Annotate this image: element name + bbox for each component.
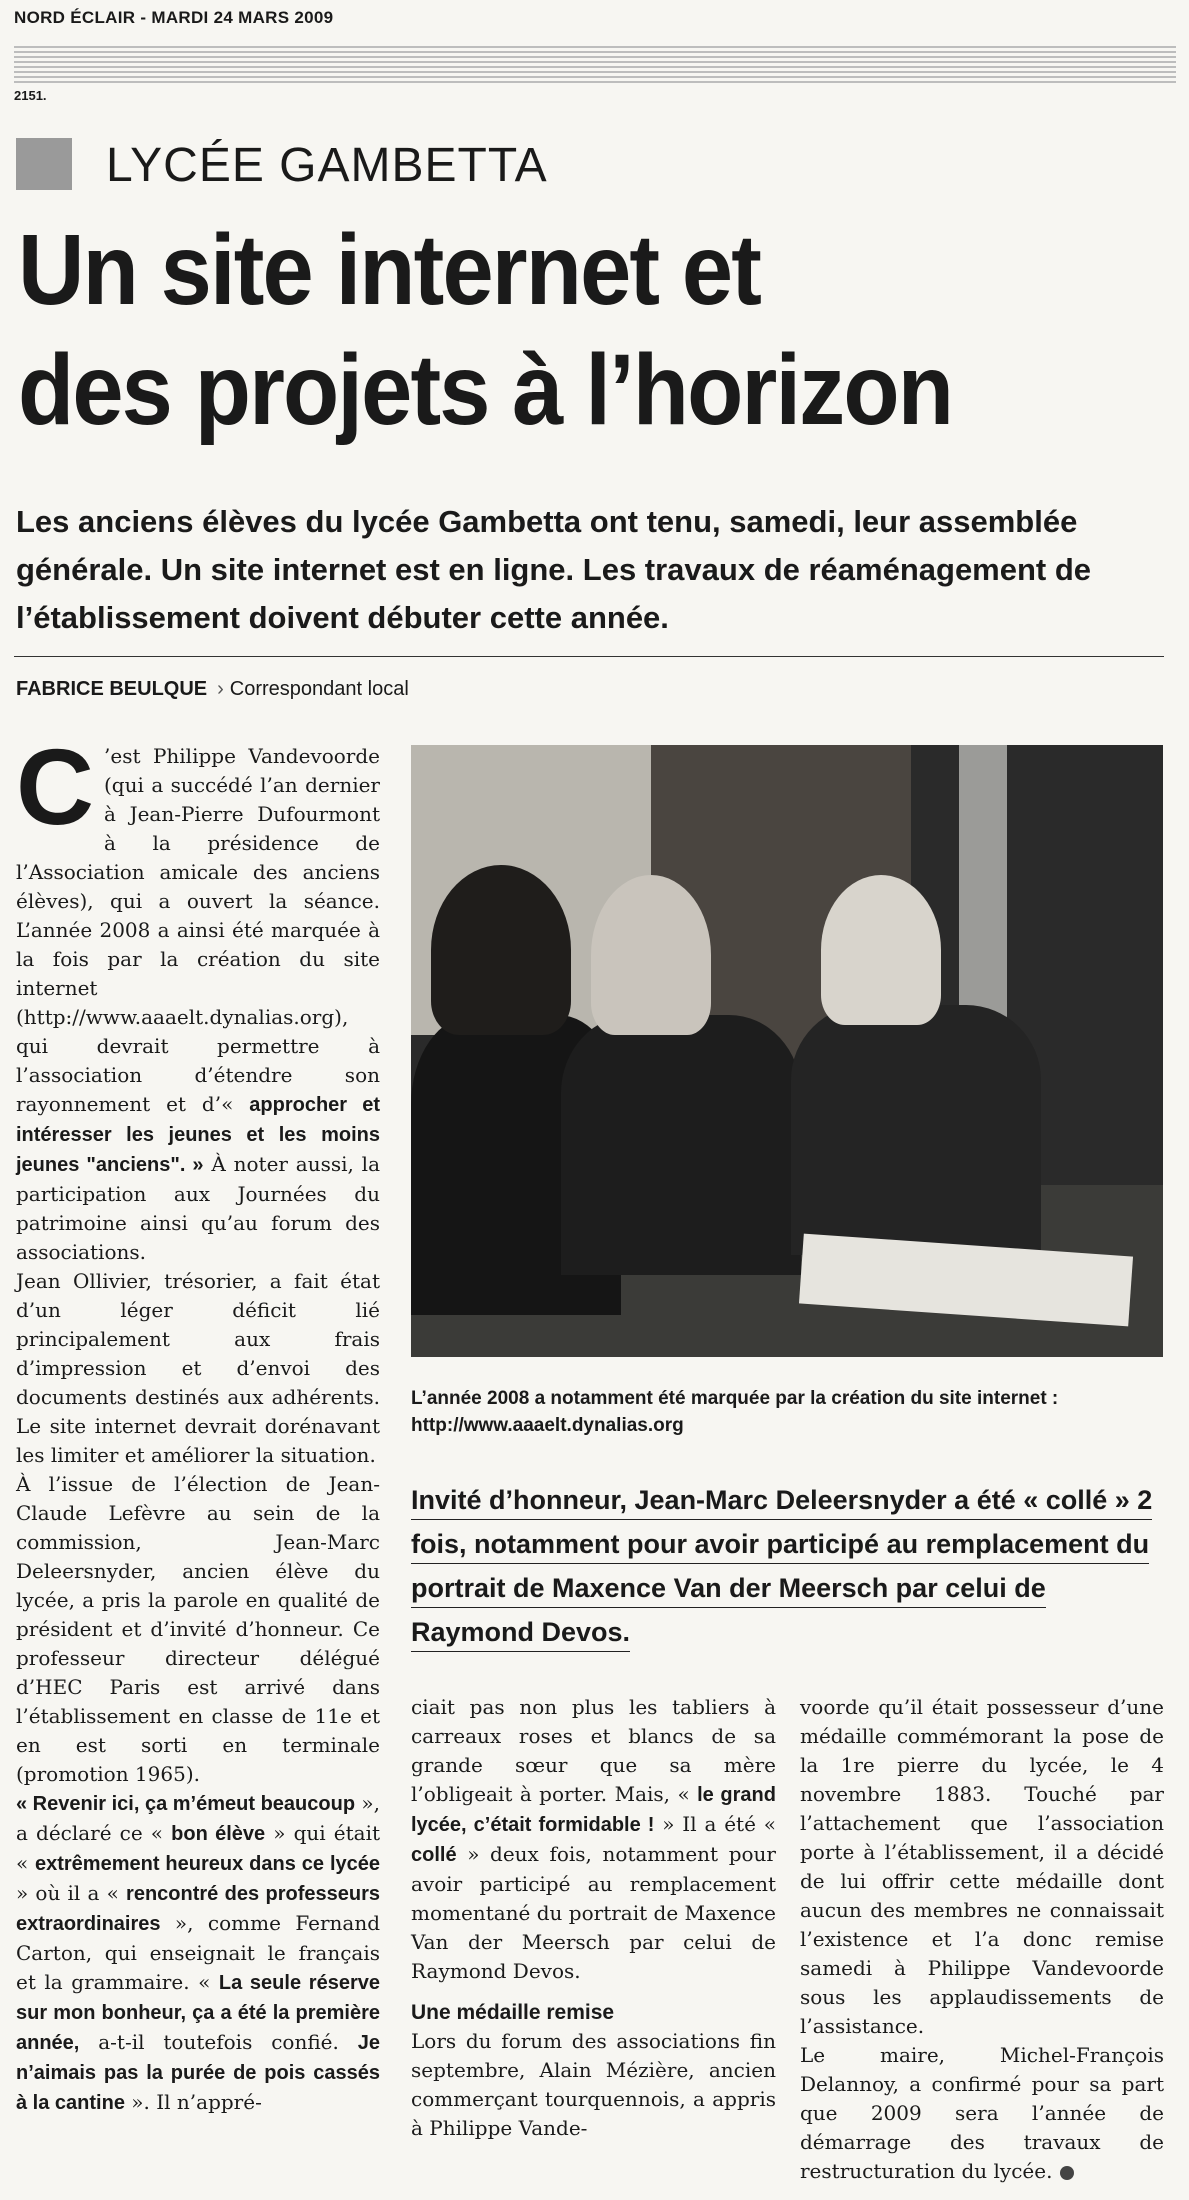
text-run: », comme Fernand Carton, qui enseignait le français et la grammaire. «: [16, 1911, 380, 1994]
emphasis: extrêmement heureux dans ce lycée: [34, 1853, 381, 1875]
text-run: ». Il n’appré-: [124, 2090, 262, 2114]
kicker: LYCÉE GAMBETTA: [106, 139, 548, 192]
text-run: Le maire, Michel-François Delannoy, a confirmé pour sa part que 2009 sera l’année de démarrage des travaux de restructuration du lycée.: [800, 2043, 1164, 2183]
headline-line-2: des projets à l’horizon: [18, 334, 953, 446]
column-1: [16, 726, 381, 2118]
text-run: a-t-il toutefois confié.: [79, 2030, 358, 2054]
photo-person-middle-body: [561, 1015, 801, 1275]
emphasis: approcher et intéresser les jeunes et les moins jeunes "anciens". »: [16, 1094, 380, 1176]
pull-quote: [411, 1478, 1163, 1654]
headline: [18, 210, 1076, 450]
paragraph: Lors du forum des associations fin septembre, Alain Mézière, ancien commerçant tourquennois, a appris à Philippe Vande-: [411, 2029, 776, 2140]
kicker-square: [16, 138, 72, 190]
page-code: 2151.: [14, 88, 47, 103]
article-photo: [411, 745, 1163, 1357]
header-stripe: [14, 46, 1176, 86]
end-mark-icon: [1060, 2166, 1074, 2180]
paragraph: voorde qu’il était possesseur d’une médaille commémorant la pose de la 1re pierre du lycée, le 4 novembre 1883. Touché par l’attachement que l’association porte à l’établissement, il a décidé de lui offrir cette médaille dont aucun des membres ne connaissait l’existence et l’a donc remise samedi à Philippe Vandevoorde sous les applaudissements de l’assistance.: [800, 1695, 1164, 2038]
paragraph: [16, 726, 380, 1267]
emphasis: rencontré des professeurs extraordinaires: [16, 1883, 380, 1935]
drop-cap: C: [16, 726, 94, 847]
paragraph: [800, 2041, 1164, 2186]
text-run: », a déclaré ce «: [16, 1791, 381, 1845]
paragraph: À l’issue de l’élection de Jean-Claude Lefèvre au sein de la commission, Jean-Marc Deleersnyder, ancien élève du lycée, a pris la parole en qualité de président et d’invité d’honneur. Ce professeur directeur délégué d’HEC Paris est arrivé dans l’établissement en classe de 11e et en est sorti en terminale (promotion 1965).: [16, 1472, 380, 1786]
text-run: ’est Philippe Vandevoorde (qui a succédé l’an dernier à Jean-Pierre Dufourmont à la présidence de l’Association amicale des anciens élèves), qui a ouvert la séance. L’année 2008 a ainsi été marquée à la fois par la création du site internet (http://www.aaaelt.dynalias.org), qui devrait permettre à l’association d’étendre son rayonnement et d’«: [16, 744, 380, 1116]
masthead: NORD ÉCLAIR - MARDI 24 MARS 2009: [14, 8, 334, 27]
byline: [16, 678, 409, 701]
pull-quote-text: Invité d’honneur, Jean-Marc Deleersnyder a été « collé » 2 fois, notamment pour avoir participé au remplacement du portrait de Maxence Van der Meersch par celui de Raymond Devos.: [411, 1485, 1152, 1652]
emphasis: le grand lycée, c’était formidable !: [411, 1784, 776, 1836]
chevron-right-icon: ›: [217, 678, 224, 700]
text-run: À noter aussi, la participation aux Journées du patrimoine ainsi qu’au forum des associations.: [16, 1152, 380, 1264]
text-run: » Il a été «: [654, 1812, 776, 1836]
paragraph: Jean Ollivier, trésorier, a fait état d’un léger déficit lié principalement aux frais d’impression et d’envoi des documents destinés aux adhérents. Le site internet devrait dorénavant les limiter et améliorer la situation.: [16, 1269, 380, 1467]
emphasis: « Revenir ici, ça m’émeut beaucoup: [16, 1793, 356, 1815]
author-role: Correspondant local: [229, 678, 409, 700]
photo-caption: L’année 2008 a notamment été marquée par la création du site internet : http://www.aaaelt.dynalias.org: [411, 1388, 1059, 1436]
paragraph: [411, 1693, 776, 1986]
photo-person-middle-head: [591, 875, 711, 1035]
text-run: ciait pas non plus les tabliers à carreaux roses et blancs de sa grande sœur que sa mère l’obligeait à porter. Mais, «: [411, 1695, 776, 1806]
standfirst: Les anciens élèves du lycée Gambetta ont tenu, samedi, leur assemblée générale. Un site internet est en ligne. Les travaux de réaménagement de l’établissement doivent débuter cette année.: [16, 504, 1092, 635]
emphasis: collé: [411, 1844, 457, 1866]
column-3: [800, 1693, 1164, 2186]
photo-person-right-head: [821, 875, 941, 1025]
emphasis: Je n’aimais pas la purée de pois cassés à la cantine: [16, 2032, 380, 2114]
text-run: » qui était «: [16, 1821, 380, 1875]
text-run: » deux fois, notamment pour avoir participé au remplacement momentané du portrait de Maxence Van der Meersch par celui de Raymond Devos.: [411, 1842, 776, 1983]
text-run: » où il a «: [16, 1881, 127, 1905]
emphasis: bon élève: [171, 1823, 266, 1845]
headline-line-1: Un site internet et: [18, 214, 761, 326]
photo-person-left-head: [431, 865, 571, 1035]
paragraph: [16, 1789, 380, 2118]
divider: [14, 656, 1164, 657]
photo-person-right-body: [791, 1005, 1041, 1255]
subheading: Une médaille remise: [411, 2001, 615, 2024]
column-2: [411, 1693, 776, 2143]
author-name: FABRICE BEULQUE: [16, 678, 208, 700]
emphasis: La seule réserve sur mon bonheur, ça a été la première année,: [16, 1972, 380, 2054]
